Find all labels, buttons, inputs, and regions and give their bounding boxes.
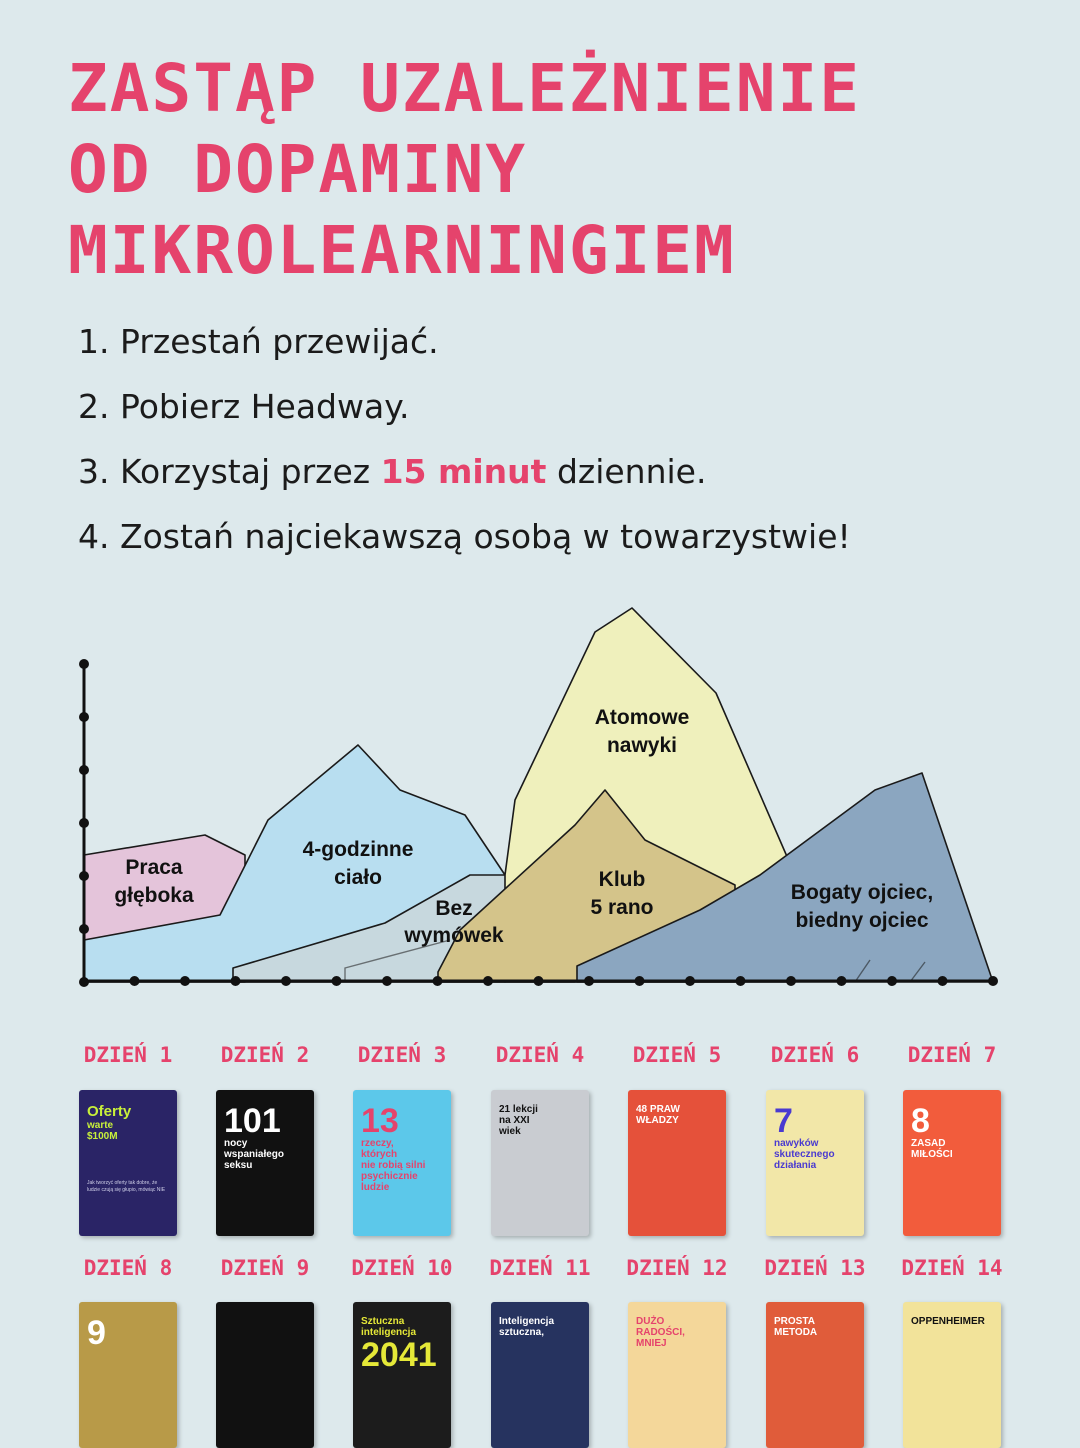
peak-label: głęboka [114,884,194,907]
book-title-line: DUŻO [636,1316,665,1327]
axis-tick-dot [635,976,645,986]
book-title-line: rzeczy, [361,1138,394,1149]
book-cover[interactable] [79,1302,177,1448]
peak-label: Bogaty ojciec, [790,881,934,904]
day-label: DZIEŃ 8 [83,1256,173,1280]
step-text: Pobierz Headway. [120,387,410,426]
axis-tick-dot [281,976,291,986]
step-number: 4. [78,517,110,556]
axis-tick-dot [332,976,342,986]
book-title-line: nie robią silni [361,1160,426,1171]
book-title-line: wiek [499,1126,521,1137]
step-number: 1. [78,322,110,361]
book-cover[interactable] [766,1302,864,1448]
book-title-line: 9 [87,1314,106,1352]
step-item [78,318,851,383]
book-title-line: psychicznie [361,1171,418,1182]
axis-tick-dot [79,659,89,669]
book-title-line: METODA [774,1327,818,1338]
axis-tick-dot [180,976,190,986]
book-cover[interactable] [353,1302,451,1448]
book-title-line: 101 [224,1102,281,1140]
axis-tick-dot [79,765,89,775]
day-label: DZIEŃ 13 [764,1256,866,1280]
book-title-line: MIŁOŚCI [911,1149,953,1160]
axis-tick-dot [231,976,241,986]
peak-label: nawyki [606,734,678,757]
step-number: 2. [78,387,110,426]
book-title-line: Inteligencja [499,1316,555,1327]
day-label: DZIEŃ 10 [351,1256,453,1280]
day-label: DZIEŃ 12 [626,1256,728,1280]
book-title-line: RADOŚCI, [636,1327,685,1338]
step-text-end: dziennie. [546,452,707,491]
day-label: DZIEŃ 7 [907,1043,997,1067]
book-title-line: 7 [774,1102,793,1140]
book-cover[interactable] [79,1090,177,1236]
day-label: DZIEŃ 2 [220,1043,310,1067]
axis-tick-dot [786,976,796,986]
book-title-line: ludzie [361,1182,390,1193]
step-highlight: 15 minut [380,452,547,491]
book-title-line: Sztuczna [361,1316,405,1327]
book-title-line: inteligencja [361,1327,417,1338]
book-title-line: MNIEJ [636,1338,667,1349]
axis-tick-dot [483,976,493,986]
book-title-line: warte [87,1120,114,1131]
book-title-line: na XXI [499,1115,530,1126]
axis-tick-dot [79,712,89,722]
axis-tick-dot [382,976,392,986]
axis-tick-dot [584,976,594,986]
book-cover[interactable] [491,1090,589,1236]
step-number: 3. [78,452,110,491]
book-title-line: ZASAD [911,1138,946,1149]
day-label: DZIEŃ 9 [220,1256,310,1280]
peak-label: Bez [435,897,473,920]
step-text: Zostań najciekawszą osobą w towarzystwie! [120,517,851,556]
step-text: Przestań przewijać. [120,322,439,361]
axis-tick-dot [685,976,695,986]
book-subtitle: Jak tworzyć oferty tak dobre, że ludzie czują się głupio, mówiąc NIE [87,1180,166,1193]
book-title-line: 21 lekcji [499,1104,538,1115]
title-line: OD DOPAMINY [68,131,528,208]
book-cover[interactable] [491,1302,589,1448]
book-title-line: sztuczna, [499,1327,545,1338]
peak-label: Praca [125,856,183,879]
title-line: MIKROLEARNINGIEM [68,212,736,289]
day-label: DZIEŃ 5 [632,1043,722,1067]
book-title-line: skutecznego [774,1149,835,1160]
step-text: Korzystaj przez [120,452,381,491]
book-title-line: których [361,1149,398,1160]
book-title-line: $100M [87,1131,118,1142]
book-title-line: 48 PRAW [636,1104,680,1115]
peak-label: 4-godzinne [302,838,414,861]
mountain-chart [0,590,1080,1010]
book-title-line: PROSTA [774,1316,815,1327]
axis-tick-dot [79,924,89,934]
book-cover[interactable] [903,1090,1001,1236]
peak-label: ciało [334,866,382,889]
day-label: DZIEŃ 1 [83,1043,173,1067]
day-label: DZIEŃ 14 [901,1256,1003,1280]
axis-tick-dot [79,871,89,881]
book-cover[interactable] [353,1090,451,1236]
day-label: DZIEŃ 4 [495,1043,585,1067]
book-title-line: wspaniałego [224,1149,285,1160]
book-title-line: OPPENHEIMER [911,1316,985,1327]
day-label: DZIEŃ 3 [357,1043,447,1067]
peak-label: wymówek [404,924,504,947]
peak-label: biedny ojciec [795,909,929,932]
axis-tick-dot [79,977,89,987]
book-title-line: 2041 [361,1336,437,1374]
step-item [78,383,851,448]
axis-tick-dot [837,976,847,986]
book-title-line: 8 [911,1102,930,1140]
title-line: ZASTĄP UZALEŻNIENIE [68,50,861,127]
axis-tick-dot [988,976,998,986]
book-cover[interactable] [903,1302,1001,1448]
axis-tick-dot [79,818,89,828]
book-title-line: nawyków [774,1138,819,1149]
book-title-line: WŁADZY [636,1115,679,1126]
axis-tick-dot [130,976,140,986]
book-cover[interactable] [766,1090,864,1236]
book-title-line: nocy [224,1138,248,1149]
book-title-line: 13 [361,1102,399,1140]
book-cover[interactable] [216,1302,314,1448]
book-cover[interactable] [628,1302,726,1448]
peak-label: Klub [598,868,646,891]
book-cover[interactable] [216,1090,314,1236]
axis-tick-dot [938,976,948,986]
book-title-line: Oferty [87,1103,132,1120]
peak-label: 5 rano [590,896,654,919]
axis-tick-dot [887,976,897,986]
step-item [78,448,851,513]
axis-tick-dot [534,976,544,986]
axis-tick-dot [736,976,746,986]
book-cover[interactable] [628,1090,726,1236]
day-label: DZIEŃ 11 [489,1256,591,1280]
steps-list [78,318,851,578]
day-label: DZIEŃ 6 [770,1043,860,1067]
peak-label: Atomowe [594,706,690,729]
book-title-line: działania [774,1160,817,1171]
page-title [68,48,861,291]
book-title-line: seksu [224,1160,253,1171]
axis-tick-dot [433,976,443,986]
step-item [78,513,851,578]
